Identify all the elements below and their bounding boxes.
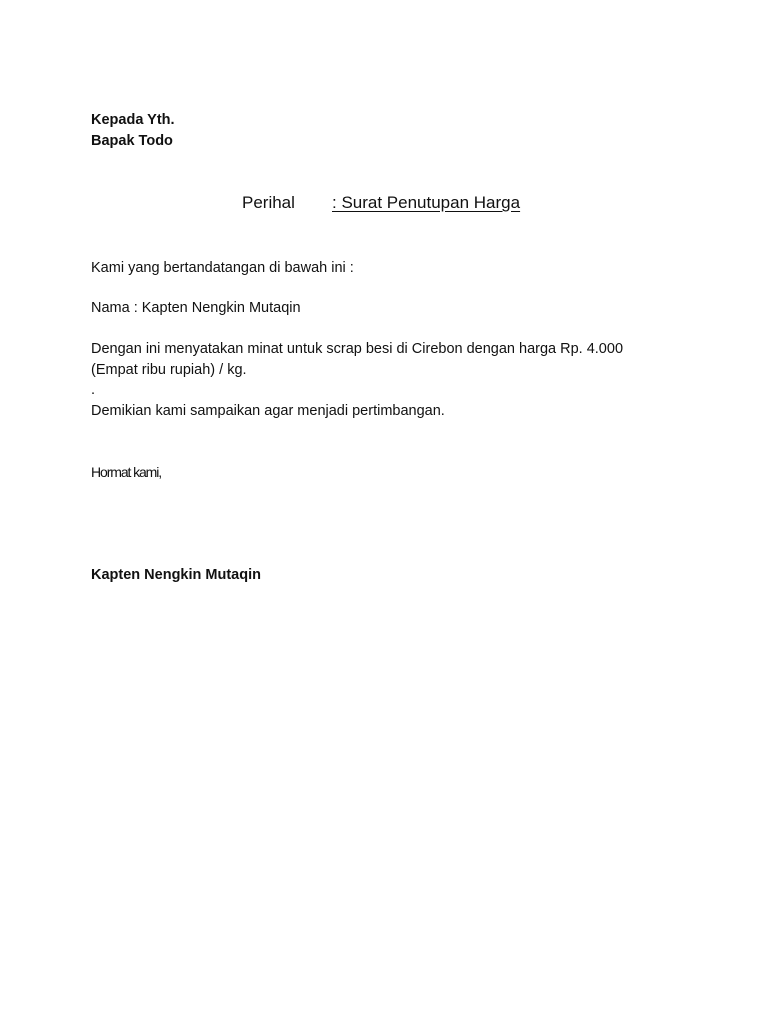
recipient-name: Bapak Todo xyxy=(91,133,173,149)
stray-dot: . xyxy=(91,382,96,398)
name-line: Nama : Kapten Nengkin Mutaqin xyxy=(91,300,301,316)
statement-line-1: Dengan ini menyatakan minat untuk scrap besi di Cirebon dengan harga Rp. 4.000 xyxy=(91,341,624,357)
recipient-salutation: Kepada Yth. xyxy=(91,112,175,128)
subject-text: : Surat Penutupan Harga xyxy=(332,193,521,212)
closing-text: Demikian kami sampaikan agar menjadi pertimbangan. xyxy=(91,403,445,419)
subject-label: Perihal xyxy=(242,193,295,212)
intro-text: Kami yang bertandatangan di bawah ini : xyxy=(91,260,354,276)
signer-name: Kapten Nengkin Mutaqin xyxy=(91,567,261,583)
statement-line-2: (Empat ribu rupiah) / kg. xyxy=(91,362,247,378)
subject-line xyxy=(242,192,520,214)
signoff-greeting: Hormat kami, xyxy=(91,464,162,480)
